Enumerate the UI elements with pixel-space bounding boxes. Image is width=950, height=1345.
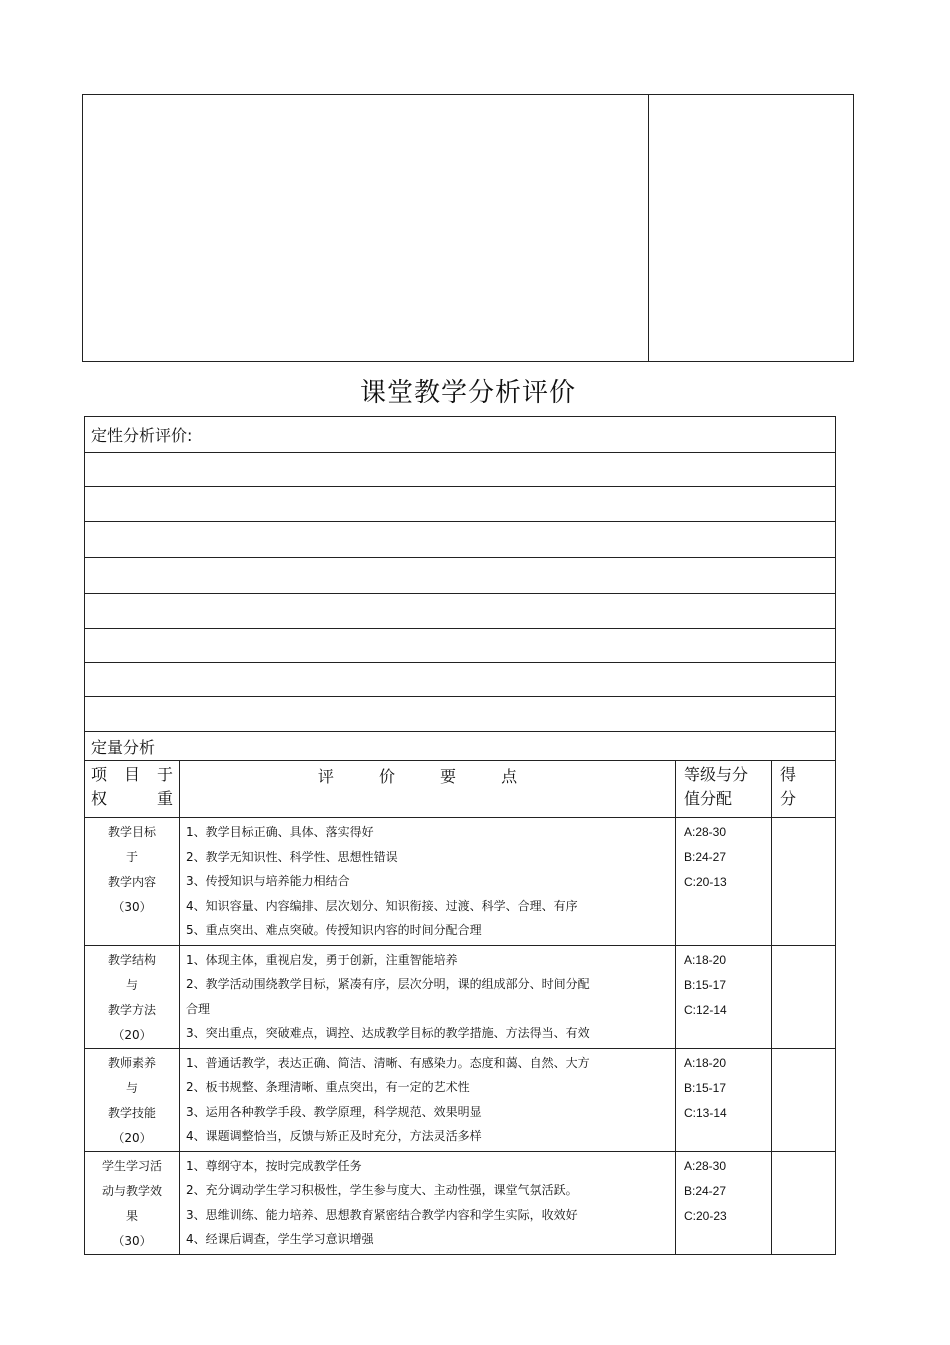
- category-cell: 教学结构 与 教学方法 （20）: [85, 945, 180, 1048]
- category-cell: 教师素养 与 教学技能 （20）: [85, 1048, 180, 1151]
- header-item-line1: 项 目 于: [91, 765, 173, 784]
- grade-cell: A:28-30 B:24-27 C:20-23: [676, 1151, 772, 1254]
- evaluation-table: [84, 416, 836, 1255]
- header-grade-allocation: 等级与分 值分配: [676, 761, 772, 818]
- table-row: [85, 818, 836, 946]
- page-title: 课堂教学分析评价: [359, 378, 576, 408]
- table-header-row: [85, 761, 836, 818]
- score-input-cell[interactable]: [772, 1048, 836, 1151]
- quantitative-label: 定量分析: [85, 732, 836, 761]
- score-input-cell[interactable]: [772, 818, 836, 946]
- category-cell: 教学目标 于 教学内容 （30）: [85, 818, 180, 946]
- qualitative-blank-row[interactable]: [85, 522, 836, 558]
- table-row: [85, 945, 836, 1048]
- header-evaluation-points: 评 价 要 点: [180, 761, 676, 818]
- qualitative-blank-row[interactable]: [85, 453, 836, 487]
- grade-cell: A:18-20 B:15-17 C:13-14: [676, 1048, 772, 1151]
- qualitative-blank-row[interactable]: [85, 487, 836, 522]
- table-row: [85, 1048, 836, 1151]
- qualitative-blank-row[interactable]: [85, 663, 836, 697]
- qualitative-blank-row[interactable]: [85, 697, 836, 732]
- qualitative-label: 定性分析评价:: [85, 417, 836, 453]
- grade-cell: A:18-20 B:15-17 C:12-14: [676, 945, 772, 1048]
- header-item-weight: [85, 761, 180, 818]
- header-score: 得 分: [772, 761, 836, 818]
- points-cell: 1、尊纲守本，按时完成教学任务 2、充分调动学生学习积极性，学生参与度大、主动性强，课堂气氛活跃。 3、思维训练、能力培养、思想教育紧密结合教学内容和学生实际，收效好 4、经课后调查，学生学习意识增强: [180, 1151, 676, 1254]
- grade-cell: A:28-30 B:24-27 C:20-13: [676, 818, 772, 946]
- points-cell: 1、教学目标正确、具体、落实得好 2、教学无知识性、科学性、思想性错误 3、传授知识与培养能力相结合 4、知识容量、内容编排、层次划分、知识衔接、过渡、科学、合理、有序 5、重点突出、难点突破。传授知识内容的时间分配合理: [180, 818, 676, 946]
- category-cell: 学生学习活 动与教学效 果 （30）: [85, 1151, 180, 1254]
- qualitative-blank-row[interactable]: [85, 558, 836, 594]
- points-cell: 1、体现主体，重视启发，勇于创新，注重智能培养 2、教学活动围绕教学目标，紧凑有序，层次分明，课的组成部分、时间分配 合理 3、突出重点，突破难点，调控、达成教学目标的教学措施、方法得当、有效: [180, 945, 676, 1048]
- score-input-cell[interactable]: [772, 945, 836, 1048]
- score-input-cell[interactable]: [772, 1151, 836, 1254]
- qualitative-blank-row[interactable]: [85, 594, 836, 629]
- points-cell: 1、普通话教学，表达正确、简洁、清晰、有感染力。态度和蔼、自然、大方 2、板书规整、条理清晰、重点突出，有一定的艺术性 3、运用各种教学手段、教学原理，科学规范、效果明显 4、课题调整恰当，反馈与矫正及时充分，方法灵活多样: [180, 1048, 676, 1151]
- qualitative-blank-row[interactable]: [85, 629, 836, 663]
- table-row: [85, 1151, 836, 1254]
- top-blank-box: [82, 94, 854, 362]
- top-box-divider: [648, 95, 649, 361]
- header-item-line2: 权 重: [91, 789, 173, 808]
